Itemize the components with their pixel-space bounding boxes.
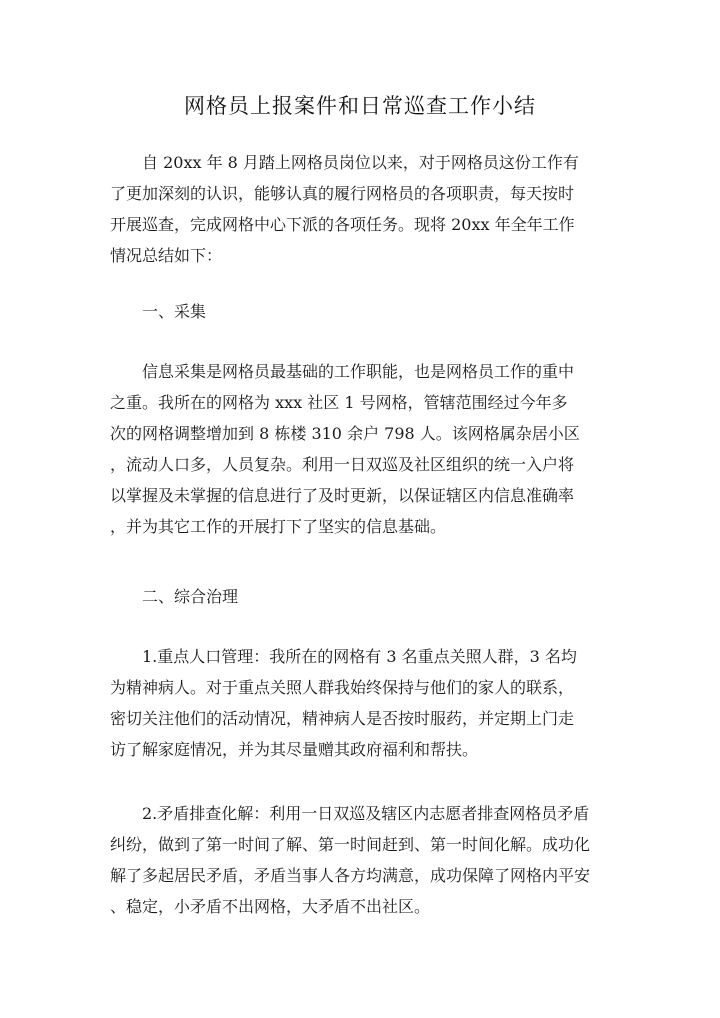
- collection-line: 信息采集是网格员最基础的工作职能，也是网格员工作的重中: [142, 362, 575, 381]
- intro-line: 情况总结如下：: [110, 246, 223, 265]
- section-heading-governance: 二、综合治理: [142, 587, 239, 606]
- collection-line: 以掌握及未掌握的信息进行了及时更新，以保证辖区内信息准确率: [110, 486, 575, 505]
- key-population-line: 密切关注他们的活动情况，精神病人是否按时服药，并定期上门走: [110, 709, 575, 728]
- intro-line: 自 20xx 年 8 月踏上网格员岗位以来，对于网格员这份工作有: [142, 153, 579, 172]
- collection-line: 次的网格调整增加到 8 栋楼 310 余户 798 人。该网格属杂居小区: [110, 424, 580, 443]
- key-population-line: 1.重点人口管理：我所在的网格有 3 名重点关照人群，3 名均: [142, 647, 577, 666]
- key-population-line: 访了解家庭情况，并为其尽量赠其政府福利和帮扶。: [110, 740, 479, 759]
- document-title: 网格员上报案件和日常巡查工作小结: [184, 94, 536, 118]
- conflict-resolution-line: 解了多起居民矛盾，矛盾当事人各方均满意，成功保障了网格内平安: [110, 866, 591, 885]
- collection-line: 之重。我所在的网格为 xxx 社区 1 号网格，管辖范围经过今年多: [110, 393, 568, 412]
- collection-paragraph: [110, 356, 620, 542]
- key-population-paragraph: [110, 641, 620, 765]
- conflict-resolution-line: 纠纷，做到了第一时间了解、第一时间赶到、第一时间化解。成功化: [110, 835, 591, 854]
- intro-line: 了更加深刻的认识，能够认真的履行网格员的各项职责，每天按时: [110, 184, 575, 203]
- section-heading-collection: 一、采集: [142, 302, 207, 321]
- collection-line: ，流动人口多，人员复杂。利用一日双巡及社区组织的统一入户将: [110, 455, 575, 474]
- key-population-line: 为精神病人。对于重点关照人群我始终保持与他们的家人的联系，: [110, 678, 575, 697]
- intro-paragraph: [110, 147, 620, 271]
- conflict-resolution-line: 、稳定，小矛盾不出网格，大矛盾不出社区。: [110, 897, 431, 916]
- conflict-resolution-paragraph: [110, 798, 620, 922]
- collection-line: ，并为其它工作的开展打下了坚实的信息基础。: [110, 517, 447, 536]
- intro-line: 开展巡查，完成网格中心下派的各项任务。现将 20xx 年全年工作: [110, 215, 575, 234]
- conflict-resolution-line: 2.矛盾排查化解：利用一日双巡及辖区内志愿者排查网格员矛盾: [142, 804, 590, 823]
